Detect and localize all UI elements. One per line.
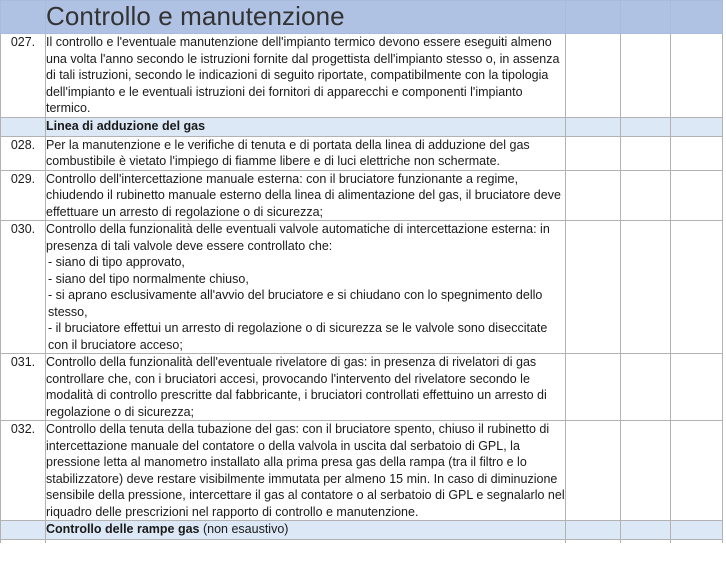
row-blank-1[interactable] <box>566 136 621 170</box>
row-paragraph: Il controllo e l'eventuale manutenzione dell'impianto termico devono essere eseguiti almeno una volta l'anno secondo le istruzioni fornite dal progettista dell'impianto stesso o, in assenza di tali istruzioni, secondo le indicazioni di seguito riportate, compatibilmente con la tipologia dell'impianto e le eventuali istruzioni dei fornitori di apparecchi e componenti l'impianto termico. <box>46 35 560 115</box>
row-number: 027. <box>1 34 46 118</box>
table-row <box>1 421 723 521</box>
row-blank-3[interactable] <box>671 136 723 170</box>
row-text-cell <box>46 421 566 521</box>
row-blank-1[interactable] <box>566 34 621 118</box>
clipped-number-cell <box>1 540 46 544</box>
section-blank-3 <box>671 117 723 136</box>
title-row-blank-1 <box>566 1 621 34</box>
row-bullet: - siano di tipo approvato, <box>48 255 185 269</box>
section-title: Linea di adduzione del gas <box>46 118 206 133</box>
clipped-blank-1 <box>566 540 621 544</box>
table-row <box>1 221 723 354</box>
row-text-cell <box>46 221 566 354</box>
section-title-cell <box>46 117 566 136</box>
section-blank-1 <box>566 117 621 136</box>
title-row-blank-3 <box>671 1 723 34</box>
row-paragraph: Controllo della funzionalità dell'eventuale rivelatore di gas: in presenza di rivelatori di gas controllare che, con i bruciatori accesi, provocando l'intervento del rivelatore secondo le modalità di controllo prescritte dal fabbricante, i bruciatori controllati effettuino un arresto di regolazione o di sicurezza; <box>46 355 547 419</box>
page-title: Controllo e manutenzione <box>46 1 345 31</box>
row-blank-1[interactable] <box>566 221 621 354</box>
row-blank-1[interactable] <box>566 170 621 221</box>
row-text-cell <box>46 354 566 421</box>
section-number-cell <box>1 117 46 136</box>
row-text-cell <box>46 136 566 170</box>
clipped-text-cell <box>46 540 566 544</box>
section-title-cell <box>46 521 566 540</box>
section-number-cell <box>1 521 46 540</box>
title-row-blank-2 <box>621 1 671 34</box>
table-row <box>1 34 723 118</box>
table-row <box>1 354 723 421</box>
row-text-cell <box>46 34 566 118</box>
row-paragraph: Controllo della tenuta della tubazione del gas: con il bruciatore spento, chiuso il rubinetto di intercettazione manuale del contatore o della valvola in uscita dal serbatoio di GPL, la pressione letta al manometro installato alla prima presa gas della rampa (tra il filtro e lo stabilizzatore) deve restare visibilmente immutata per almeno 15 min. In caso di diminuzione sensibile della pressione, intercettare il gas al contatore o al serbatoio di GPL e segnalarlo nel riquadro delle prescrizioni nel rapporto di controllo e manutenzione. <box>46 422 565 519</box>
row-blank-3[interactable] <box>671 34 723 118</box>
row-bullet: - il bruciatore effettui un arresto di regolazione o di sicurezza se le valvole sono diseccitate con il bruciatore acceso; <box>48 321 548 352</box>
row-blank-2[interactable] <box>621 421 671 521</box>
row-blank-2[interactable] <box>621 221 671 354</box>
row-number: 032. <box>1 421 46 521</box>
row-blank-3[interactable] <box>671 170 723 221</box>
row-blank-2[interactable] <box>621 34 671 118</box>
row-number: 031. <box>1 354 46 421</box>
row-blank-3[interactable] <box>671 421 723 521</box>
clipped-blank-3 <box>671 540 723 544</box>
section-title: Controllo delle rampe gas <box>46 522 200 536</box>
row-blank-1[interactable] <box>566 354 621 421</box>
row-number: 028. <box>1 136 46 170</box>
title-row-number-cell <box>1 1 46 34</box>
row-blank-3[interactable] <box>671 354 723 421</box>
row-text-cell <box>46 170 566 221</box>
row-blank-2[interactable] <box>621 170 671 221</box>
section-blank-3 <box>671 521 723 540</box>
section-blank-2 <box>621 117 671 136</box>
page-title-cell <box>46 1 566 34</box>
table-row <box>1 136 723 170</box>
title-row <box>1 1 723 34</box>
row-blank-1[interactable] <box>566 421 621 521</box>
row-blank-3[interactable] <box>671 221 723 354</box>
section-blank-2 <box>621 521 671 540</box>
row-bullet: - si aprano esclusivamente all'avvio del bruciatore e si chiudano con lo spegnimento dello stesso, <box>48 288 543 319</box>
row-paragraph: Controllo dell'intercettazione manuale esterna: con il bruciatore funzionante a regime, chiudendo il rubinetto manuale esterno della linea di alimentazione del gas, il bruciatore deve effettuare un arresto di regolazione o di sicurezza; <box>46 171 561 219</box>
section-header-row <box>1 117 723 136</box>
clipped-blank-2 <box>621 540 671 544</box>
section-header-row <box>1 521 723 540</box>
clipped-next-row <box>1 540 723 544</box>
row-number: 030. <box>1 221 46 354</box>
row-bullet: - siano del tipo normalmente chiuso, <box>48 271 249 286</box>
row-blank-2[interactable] <box>621 136 671 170</box>
table-row <box>1 170 723 221</box>
section-blank-1 <box>566 521 621 540</box>
row-paragraph: Per la manutenzione e le verifiche di tenuta e di portata della linea di adduzione del gas combustibile è vietato l'impiego di fiamme libere e di luci elettriche non schermate. <box>46 137 530 168</box>
section-title-suffix: (non esaustivo) <box>199 522 289 536</box>
row-paragraph: Controllo della funzionalità delle eventuali valvole automatiche di intercettazione esterna: in presenza di tali valvole deve essere controllato che: <box>46 222 550 253</box>
row-blank-2[interactable] <box>621 354 671 421</box>
row-number: 029. <box>1 170 46 221</box>
checklist-body <box>1 1 723 544</box>
